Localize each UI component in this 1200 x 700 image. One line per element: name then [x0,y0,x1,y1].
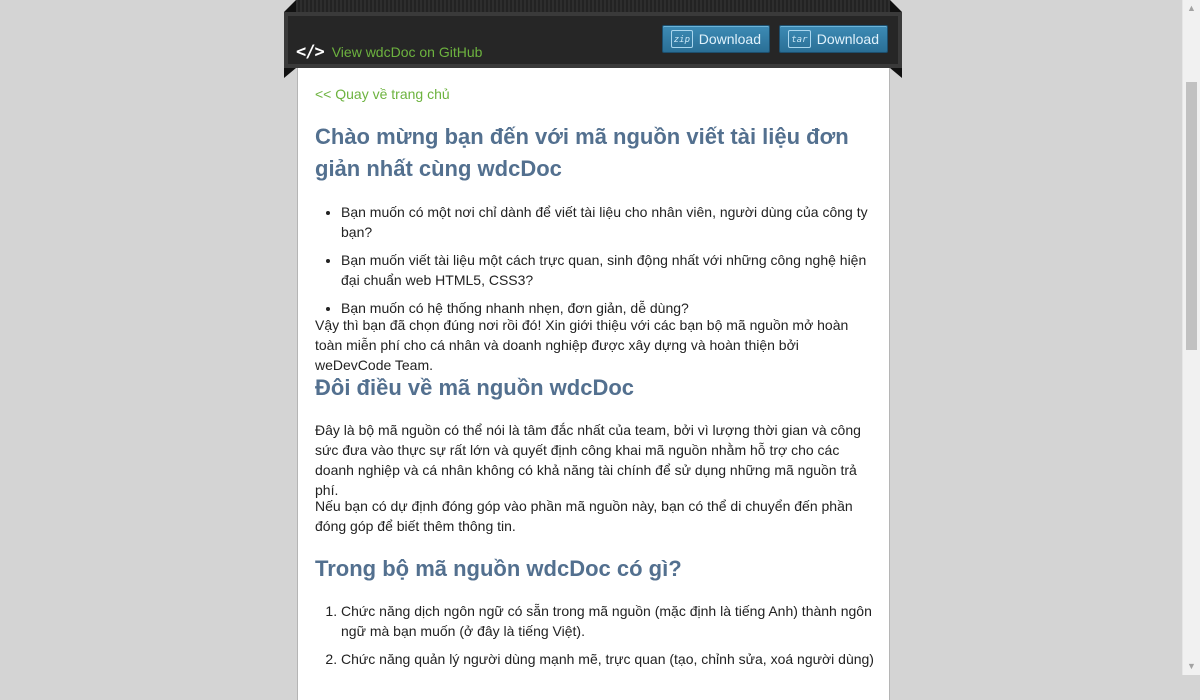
page-scrollbar[interactable] [1182,0,1200,675]
header-corner [284,68,296,78]
download-tar-label: Download [816,31,879,47]
github-link[interactable] [296,32,482,72]
features-list [315,601,875,677]
code-icon: </> [296,42,324,62]
intro-paragraph: Vậy thì bạn đã chọn đúng nơi rồi đó! Xin giới thiệu với các bạn bộ mã nguồn mở hoàn toàn miễn phí cho cá nhân và doanh nghiệp được xây dựng và hoàn thiện bởi weDevCode Team. [315,317,849,373]
header-top-strip [296,0,890,12]
list-item: • Bạn muốn có một nơi chỉ dành để viết tài liệu cho nhân viên, người dùng của công ty bạn? [341,202,875,242]
page-title: Chào mừng bạn đến với mã nguồn viết tài liệu đơn giản nhất cùng wdcDoc [315,124,849,181]
header-bar [284,12,902,68]
back-to-home-link[interactable]: << Quay về trang chủ [315,86,450,102]
download-tar-button[interactable] [779,25,888,53]
header-corner [284,0,296,12]
scrollbar-thumb[interactable] [1186,82,1197,350]
intro-list [315,202,875,326]
download-zip-button[interactable] [662,25,770,53]
section-about-heading: Đôi điều về mã nguồn wdcDoc [315,375,635,400]
contribute-paragraph: Nếu bạn có dự định đóng góp vào phần mã nguồn này, bạn có thể di chuyển đến phần đóng góp để biết thêm thông tin. [315,498,853,534]
scroll-up-arrow-icon[interactable]: ▲ [1187,3,1196,13]
header-corner [890,68,902,78]
github-link-label: View wdcDoc on GitHub [331,44,483,60]
zip-file-icon: zip [671,30,693,48]
list-item: 1. Chức năng dịch ngôn ngữ có sẵn trong mã nguồn (mặc định là tiếng Anh) thành ngôn ngữ mà bạn muốn (ở đây là tiếng Việt). [341,601,875,641]
site-header [284,0,902,70]
list-item: 2. Chức năng quản lý người dùng mạnh mẽ, trực quan (tạo, chỉnh sửa, xoá người dùng) [341,649,875,669]
tar-file-icon: tar [788,30,811,48]
download-zip-label: Download [698,31,761,47]
about-paragraph: Đây là bộ mã nguồn có thể nói là tâm đắc nhất của team, bởi vì lượng thời gian và công sức đưa vào thực sự rất lớn và quyết định công khai mã nguồn nhằm hỗ trợ cho các doanh nghiệp và cá nhân không có khả năng tài chính để sử dụng những mã nguồn trả phí. [315,422,861,498]
section-features-heading: Trong bộ mã nguồn wdcDoc có gì? [315,556,682,581]
list-item: • Bạn muốn có hệ thống nhanh nhẹn, đơn giản, dễ dùng? [341,298,875,318]
header-corner [890,0,902,12]
scroll-down-arrow-icon[interactable]: ▼ [1187,661,1196,671]
list-item: • Bạn muốn viết tài liệu một cách trực quan, sinh động nhất với những công nghệ hiện đại chuẩn web HTML5, CSS3? [341,250,875,290]
